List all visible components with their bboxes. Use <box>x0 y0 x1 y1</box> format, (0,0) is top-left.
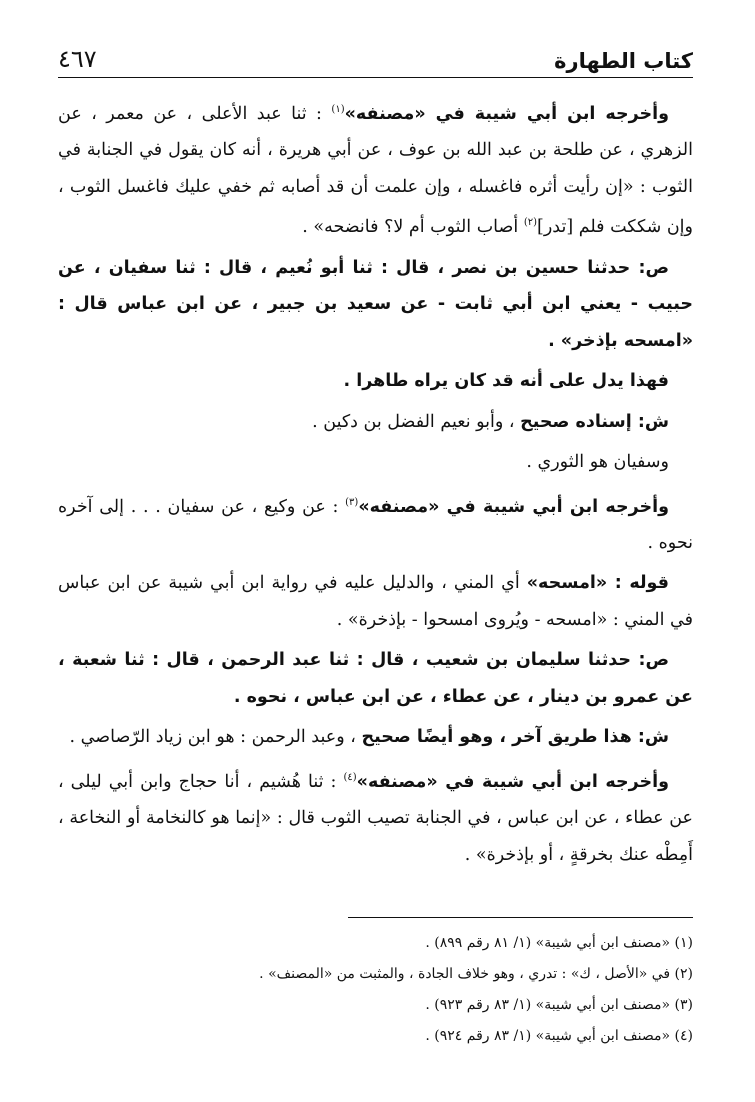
footnote-divider <box>348 917 693 918</box>
footnote-ref: (٢) <box>523 217 537 229</box>
footnote: (٣) «مصنف ابن أبي شيبة» (١/ ٨٣ رقم ٩٢٣) . <box>425 997 693 1013</box>
paragraph-text: : ثنا عبد الأعلى ، عن معمر ، عن الزهري ، عن طلحة بن عبد الله بن عوف ، عن أبي هريرة ، أنه كان يقول في الجنابة في الثوب : «إن رأيت أثره فاغسله ، وإن علمت أن قد أصابه ثم خفي عليك فاغسل الثوب ، وإن شككت فلم [تدر] <box>58 103 693 238</box>
paragraph <box>58 565 693 638</box>
paragraph-text: أصاب الثوب أم لا؟ فانضحه» . <box>302 217 524 238</box>
footnote: (٢) في «الأصل ، ك» : تدري ، وهو خلاف الجادة ، والمثبت من «المصنف» . <box>259 966 693 982</box>
paragraph <box>58 760 693 873</box>
footnote-ref: (١) <box>331 104 345 115</box>
footnote-ref: (٣) <box>345 496 359 508</box>
footnote: (١) «مصنف ابن أبي شيبة» (١/ ٨١ رقم ٨٩٩) . <box>425 935 693 951</box>
book-title: كتاب الطهارة <box>554 49 693 73</box>
paragraph-text: وسفيان هو الثوري . <box>526 452 669 473</box>
paragraph-text: ، وأبو نعيم الفضل بن دكين . <box>312 411 521 432</box>
main-text <box>58 92 693 877</box>
paragraph-bold: ص: حدثنا سليمان بن شعيب ، قال : ثنا عبد الرحمن ، قال : ثنا شعبة ، عن عمرو بن دينار ، عن عطاء ، عن ابن عباس ، نحوه . <box>58 650 693 707</box>
paragraph <box>58 404 693 441</box>
paragraph-text: ، وعبد الرحمن : هو ابن زياد الرّصاصي . <box>69 727 362 748</box>
paragraph-bold: وأخرجه ابن أبي شيبة في «مصنفه» <box>356 771 670 792</box>
paragraph-bold: ص: حدثنا حسين بن نصر ، قال : ثنا أبو نُعيم ، قال : ثنا سفيان ، عن حبيب - يعني ابن أبي ثابت - عن سعيد بن جبير ، عن ابن عباس قال : «امسحه بإذخر» . <box>58 257 693 351</box>
footnotes <box>58 928 693 1052</box>
paragraph-text: : ثنا هُشيم ، أنا حجاج وابن أبي ليلى ، عن عطاء ، عن ابن عباس ، في الجنابة تصيب الثوب قال : «إنما هو كالنخامة أو النخاعة ، أَمِطْه عنك بخرقةٍ ، أو بإذخرة» . <box>58 771 693 865</box>
paragraph <box>58 719 693 756</box>
paragraph <box>58 642 693 715</box>
paragraph-bold: وأخرجه ابن أبي شيبة في «مصنفه» <box>358 496 669 517</box>
paragraph <box>58 485 693 562</box>
paragraph <box>58 92 693 246</box>
paragraph <box>58 250 693 360</box>
footnote: (٤) «مصنف ابن أبي شيبة» (١/ ٨٣ رقم ٩٢٤) . <box>425 1028 693 1044</box>
paragraph-bold: قوله : «امسحه» <box>526 573 669 594</box>
paragraph <box>58 363 693 400</box>
footnote-ref: (٤) <box>343 771 357 783</box>
page-number: ٤٦٧ <box>58 45 97 73</box>
paragraph-bold: وأخرجه ابن أبي شيبة في «مصنفه» <box>344 103 669 124</box>
paragraph <box>58 444 693 481</box>
paragraph-bold: ش: هذا طريق آخر ، وهو أيضًا صحيح <box>361 727 669 748</box>
paragraph-text: : عن وكيع ، عن سفيان . . . إلى آخره نحوه . <box>58 496 693 553</box>
page-header <box>58 40 693 78</box>
paragraph-bold: فهذا يدل على أنه قد كان يراه طاهرا . <box>343 371 669 392</box>
paragraph-bold: ش: إسناده صحيح <box>520 411 669 432</box>
paragraph-text: أي المني ، والدليل عليه في رواية ابن أبي شيبة عن ابن عباس في المني : «امسحه - ويُروى امسحوا - بإذخرة» . <box>58 573 693 630</box>
